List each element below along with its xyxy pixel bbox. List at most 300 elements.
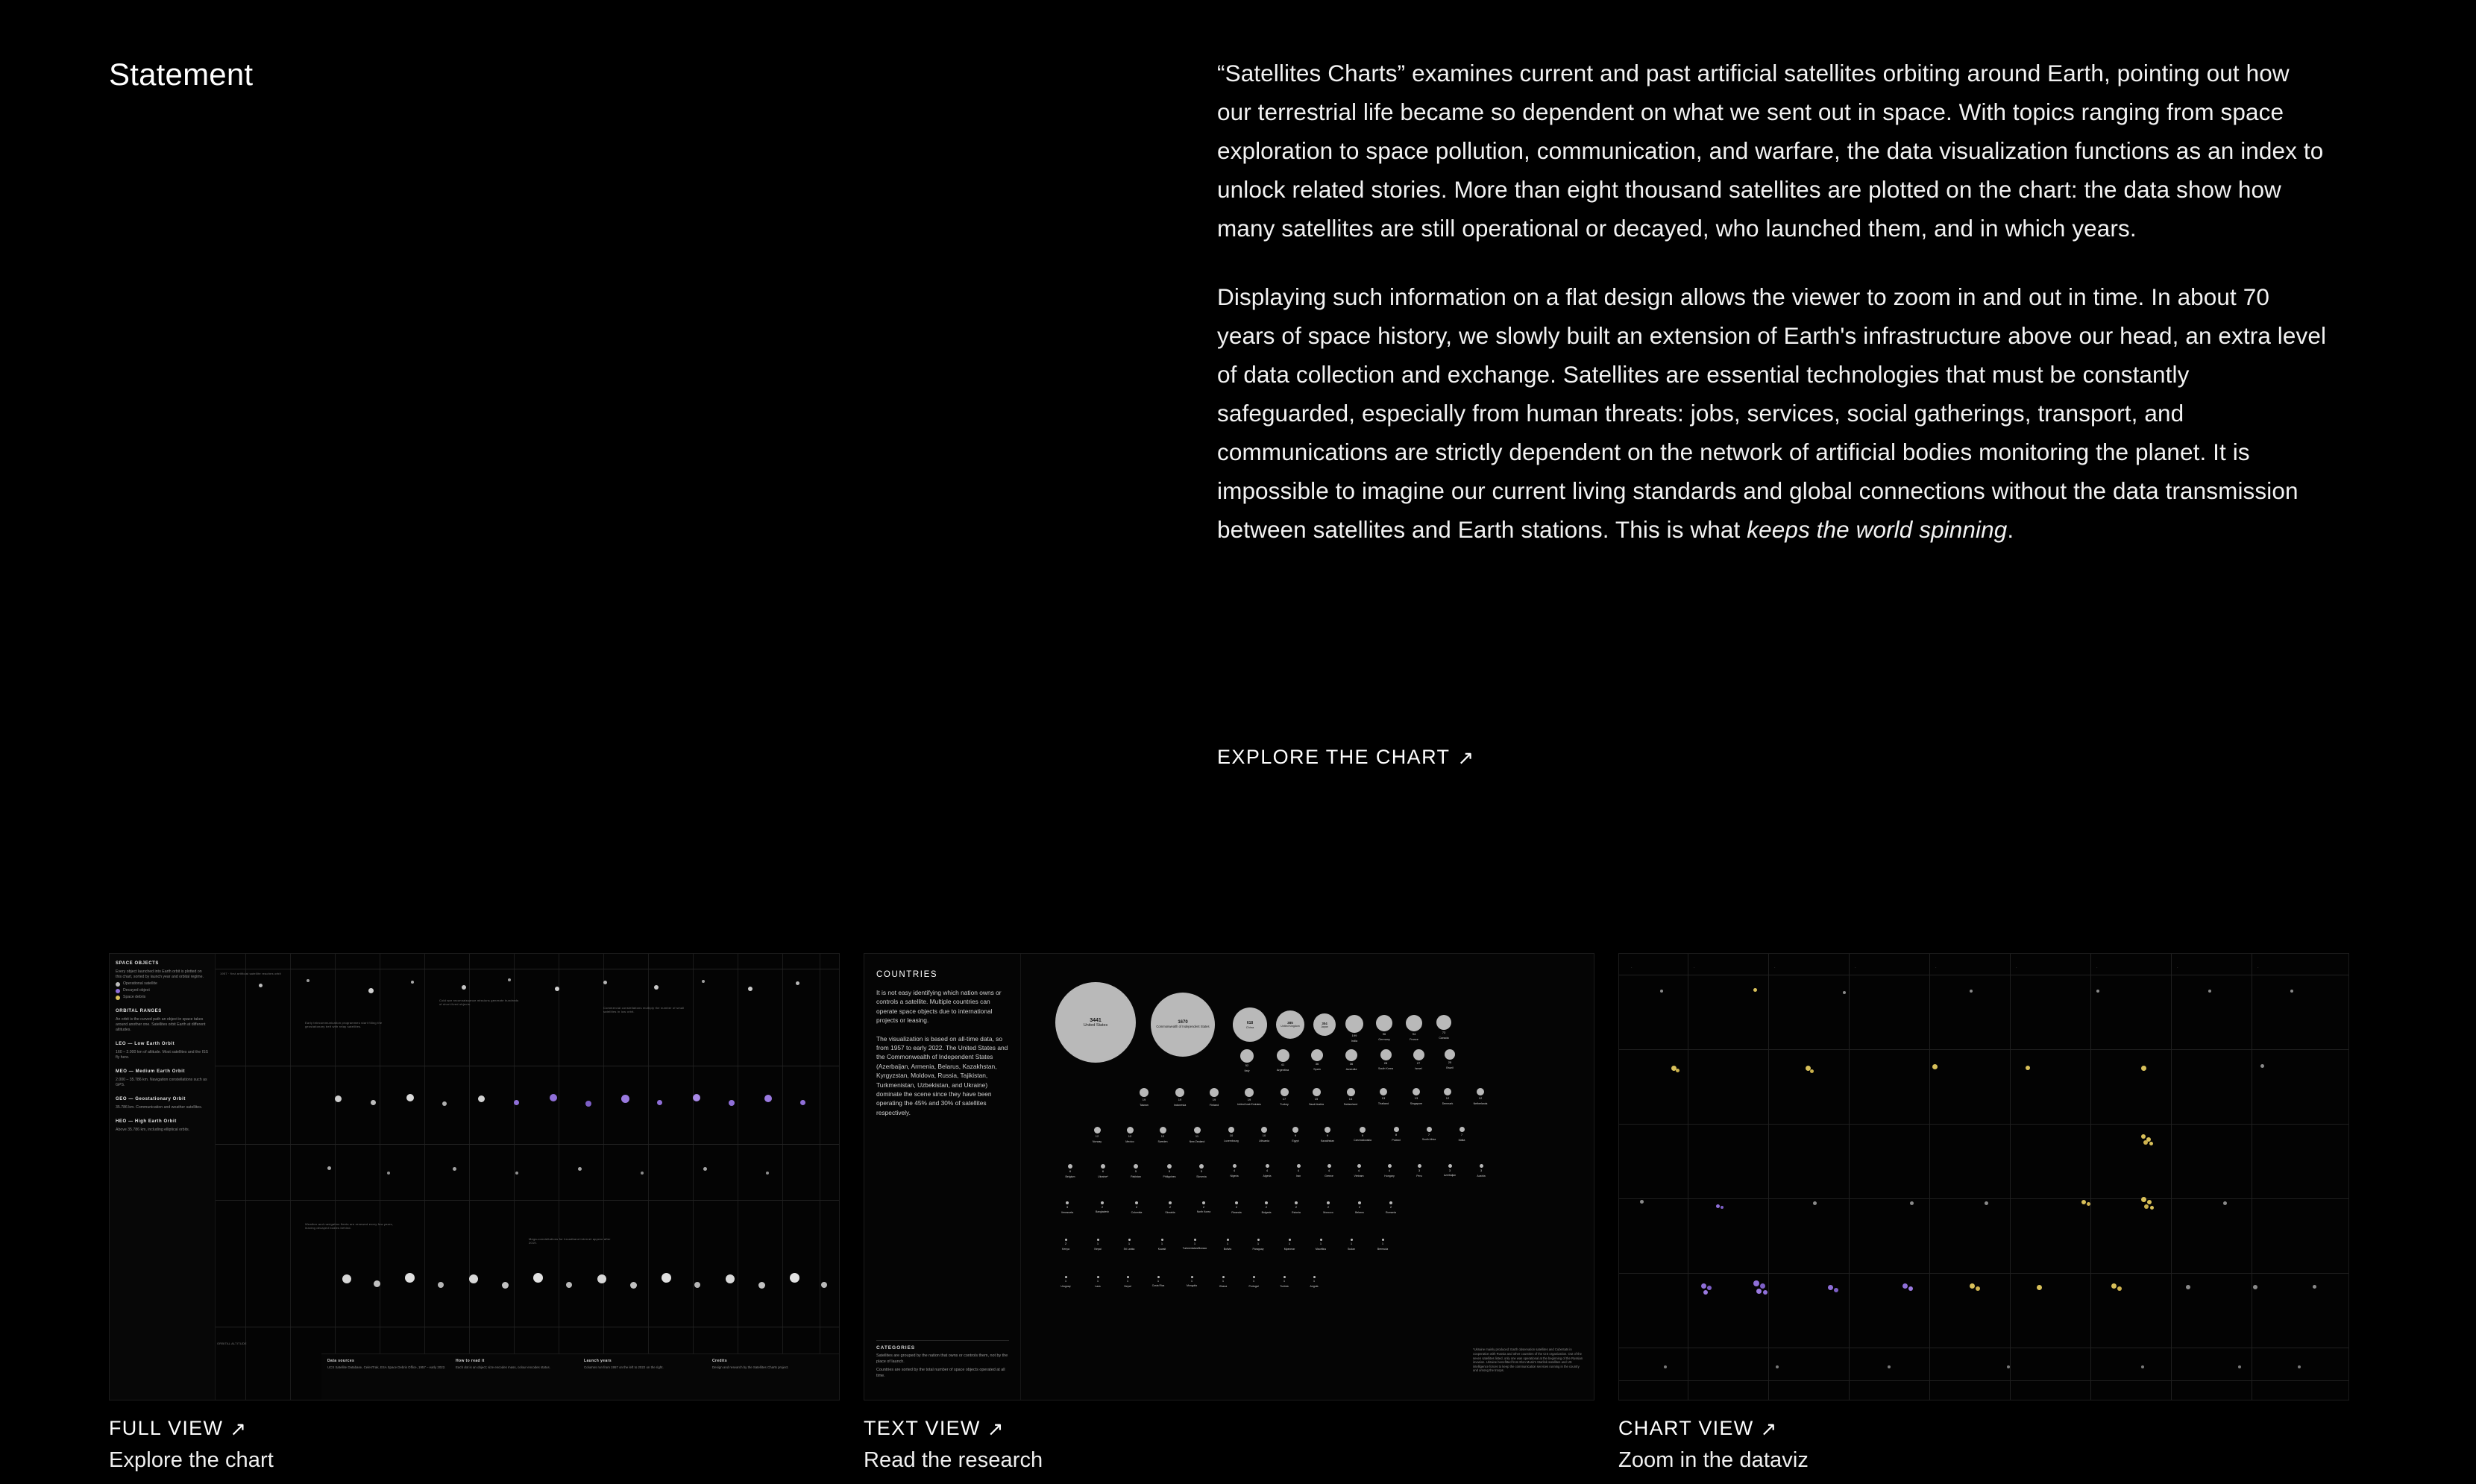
bubble-label: Germany (1378, 1037, 1390, 1041)
bubble-country[interactable] (1151, 1239, 1172, 1251)
bubble-circle (1351, 1239, 1353, 1241)
bubble-label: Denmark (1442, 1101, 1454, 1105)
bubble-circle (1418, 1164, 1421, 1168)
bubble-label: Poland (1392, 1138, 1401, 1142)
bubble-country[interactable] (1386, 1127, 1407, 1142)
bubble-circle (1266, 1164, 1269, 1168)
bubble-value: 13 (1414, 1096, 1418, 1100)
bubble-circle (1097, 1239, 1099, 1241)
chart-view-thumbnail[interactable]: · · · · · · · · · (1618, 953, 2349, 1400)
bubble-country[interactable] (1436, 1164, 1463, 1178)
bubble-value: 19 (1142, 1098, 1146, 1101)
bubble-country[interactable] (1271, 1049, 1295, 1072)
bubble-label: Brazil (1446, 1066, 1454, 1069)
bubble-country[interactable] (1237, 1088, 1262, 1107)
bubble-country[interactable] (1242, 1276, 1265, 1288)
bubble-country[interactable] (1286, 1201, 1307, 1214)
bubble-country[interactable] (1168, 1088, 1192, 1107)
bubble-country[interactable] (1190, 1201, 1217, 1214)
countries-bubble-chart (1025, 961, 1589, 1395)
bubble-country[interactable] (1217, 1239, 1238, 1251)
bubble-label: Switzerland (1343, 1102, 1358, 1106)
legend-swatch-decayed (116, 988, 209, 993)
bubble-country[interactable] (1274, 1088, 1295, 1106)
bubble-country[interactable] (1256, 1164, 1278, 1178)
bubble-label: France (1410, 1037, 1418, 1041)
bubble-value: 2 (1358, 1205, 1361, 1209)
bubble-country[interactable] (1338, 1088, 1363, 1106)
bubble-value: 5 (1134, 1169, 1137, 1173)
bubble-label: Kuwait (1157, 1247, 1166, 1251)
bubble-country[interactable] (1150, 993, 1216, 1057)
bubble-circle (1169, 1201, 1172, 1204)
bubble-label: United Arab Emirates (1237, 1102, 1262, 1106)
poster-footer-sources-heading: Data sources (327, 1359, 355, 1363)
bubble-value: 1 (1226, 1242, 1229, 1245)
bubble-country[interactable] (1341, 1239, 1362, 1251)
bubble-circle (1382, 1239, 1384, 1241)
bubble-value: 1 (1319, 1242, 1322, 1245)
bubble-country[interactable] (1339, 1049, 1363, 1071)
bubble-country[interactable] (1275, 1010, 1305, 1039)
bubble-label: Nepal (1094, 1247, 1102, 1251)
bubble-label: Uruguay (1061, 1284, 1071, 1288)
bubble-value: 1 (1096, 1242, 1099, 1245)
poster-footer-howto (456, 1359, 576, 1395)
bubble-country[interactable] (1055, 982, 1137, 1063)
bubble-circle (1311, 1049, 1323, 1061)
bubble-country[interactable] (1317, 1201, 1339, 1214)
bubble-circle (1094, 1127, 1101, 1134)
bubble-country[interactable] (1151, 1127, 1174, 1143)
full-view-thumbnail[interactable] (109, 953, 840, 1400)
bubble-circle (1194, 1239, 1196, 1241)
bubble-label: Morocco (1323, 1210, 1333, 1214)
bubble-country[interactable] (1344, 1015, 1365, 1043)
bubble-label: Finland (1209, 1103, 1219, 1107)
bubble-circle (1413, 1049, 1424, 1060)
bubble-value: 385 (1287, 1021, 1293, 1025)
bubble-circle (1277, 1049, 1289, 1062)
card-full-view[interactable] (109, 953, 840, 1473)
bubble-country[interactable] (1436, 1088, 1459, 1105)
bubble-country[interactable] (1092, 1164, 1114, 1178)
bubble-circle (1227, 1239, 1229, 1241)
bubble-value: 9 (1294, 1134, 1297, 1137)
bubble-value: 4 (1357, 1169, 1360, 1172)
bubble-label: Turkey (1280, 1102, 1289, 1106)
arrow-up-right-icon: ↗ (987, 1417, 1005, 1440)
poster-footer-howto-heading: How to read it (456, 1359, 485, 1363)
bubble-circle (1313, 1088, 1321, 1096)
bubble-value: 7 (1460, 1133, 1463, 1136)
bubble-country[interactable] (1237, 1049, 1257, 1072)
bubble-country[interactable] (1125, 1164, 1147, 1178)
bubble-value: 1 (1157, 1279, 1160, 1283)
bubble-country[interactable] (1157, 1164, 1181, 1178)
bubble-value: 1 (1126, 1279, 1129, 1283)
bubble-country[interactable] (1415, 1127, 1442, 1142)
bubble-country[interactable] (1468, 1088, 1493, 1105)
bubble-label: Philippines (1163, 1175, 1176, 1178)
bubble-circle (1380, 1088, 1387, 1095)
bubble-country[interactable] (1372, 1088, 1395, 1105)
poster-footer-sources (327, 1359, 448, 1395)
bubble-country[interactable] (1348, 1201, 1371, 1214)
bubble-circle (1313, 1276, 1316, 1278)
bubble-country[interactable] (1159, 1201, 1181, 1214)
bubble-value: 25 (1448, 1060, 1452, 1064)
bubble-label: Slovenia (1196, 1175, 1207, 1178)
bubble-value: 41 (1281, 1063, 1285, 1066)
card-full-view-link[interactable] (109, 1417, 247, 1440)
bubble-country[interactable] (1313, 1013, 1336, 1036)
poster-footer-howto-text: Each dot is an object; size encodes mass, colour encodes status. (456, 1365, 550, 1369)
bubble-country[interactable] (1055, 1239, 1077, 1251)
bubble-country[interactable] (1410, 1164, 1429, 1178)
bubble-value: 52 (1245, 1063, 1249, 1067)
bubble-circle (1413, 1088, 1420, 1095)
bubble-circle (1127, 1276, 1129, 1278)
bubble-circle (1358, 1201, 1361, 1204)
bubble-label: Czechoslovakia (1354, 1138, 1371, 1142)
poster-plot-area: 1957 · first artificial satellite reaches orbit Early telecommunication programmes start filling the geostationary belt with relay satellites. Cold war reconnaissance missions generate hundreds of short-lived objects. Commercial constellations multiply the number of small satellites in low orbit. Weather and navigation fleets are renewed every few years, leaving decayed bodies behind. Mega-constellations for broadband internet appear after 2019. ORBITAL ALTITUDE Data sources UCS Satellite Database, CelesTrak, ESA Space Debris Office, 1957 – early 2022. How to read it Each dot is an object; size encodes mass, colour encodes status. Launch years Columns run from 1957 on the left to 2022 on the right. Credits Design and research by the Satellites Charts project. (216, 954, 839, 1400)
bubble-value: 2 (1295, 1205, 1298, 1209)
bubble-value: 2 (1169, 1205, 1172, 1209)
bubble-country[interactable] (1086, 1127, 1108, 1143)
bubble-circle (1283, 1276, 1286, 1278)
bubble-circle (1233, 1164, 1237, 1168)
legend-range-heo-heading: HEO — High Earth Orbit (116, 1119, 177, 1124)
bubble-value: 2 (1389, 1205, 1392, 1209)
bubble-country[interactable] (1119, 1127, 1141, 1143)
bubble-circle (1289, 1239, 1291, 1241)
bubble-circle (1327, 1164, 1331, 1168)
bubble-circle (1128, 1239, 1131, 1241)
poster-footer-years (584, 1359, 705, 1395)
bubble-label: Mauritius (1315, 1247, 1327, 1251)
bubble-circle (1240, 1049, 1254, 1063)
bubble-country[interactable] (1307, 1049, 1327, 1071)
bubble-country[interactable] (1055, 1201, 1080, 1214)
bubble-country[interactable] (1380, 1201, 1402, 1214)
statement-paragraph-2 (1217, 277, 2328, 549)
bubble-country[interactable] (1278, 1239, 1301, 1251)
bubble-value: 11 (1195, 1134, 1199, 1138)
bubble-country[interactable] (1232, 1007, 1268, 1042)
bubble-country[interactable] (1117, 1239, 1141, 1251)
bubble-circle (1065, 1276, 1067, 1278)
poster-footer-credits-text: Design and research by the Satellites Charts project. (712, 1365, 789, 1369)
bubble-value: 3 (1066, 1205, 1069, 1209)
bubble-country[interactable] (1404, 1015, 1424, 1041)
bubble-label: Peru (1416, 1174, 1422, 1178)
bubble-circle (1313, 1013, 1336, 1036)
arrow-up-right-icon: ↗ (1760, 1417, 1778, 1440)
bubble-value: 7 (1427, 1133, 1430, 1136)
bubble-country[interactable] (1433, 1015, 1454, 1040)
bubble-value: 1670 (1178, 1020, 1188, 1025)
bubble-value: 28 (1383, 1061, 1388, 1065)
legend-range-heo (116, 1119, 209, 1133)
bubble-label: United Kingdom (1281, 1025, 1300, 1028)
bubble-label: Colombia (1131, 1210, 1143, 1214)
card-text-view[interactable] (864, 953, 1594, 1473)
poster-footer-sources-text: UCS Satellite Database, CelesTrak, ESA Space Debris Office, 1957 – early 2022. (327, 1365, 446, 1369)
bubble-label: Rwanda (1231, 1210, 1242, 1214)
bubble-country[interactable] (1471, 1164, 1492, 1178)
bubble-country[interactable] (1256, 1201, 1277, 1214)
bubble-country[interactable] (1180, 1276, 1204, 1288)
bubble-country[interactable] (1405, 1088, 1427, 1105)
bubble-circle (1101, 1164, 1105, 1169)
arrow-up-right-icon: ↗ (1457, 746, 1475, 769)
bubble-label: Paraguay (1252, 1247, 1264, 1251)
bubble-country[interactable] (1289, 1164, 1308, 1178)
bubble-country[interactable] (1134, 1088, 1154, 1107)
bubble-country[interactable] (1305, 1088, 1327, 1106)
bubble-circle (1222, 1276, 1225, 1278)
bubble-label: Lithuania (1258, 1139, 1270, 1142)
countries-paragraph-2: The visualization is based on all-time data, so from 1957 to early 2022. The United States and the Commonwealth of Independent States (Azerbaijan, Armenia, Belarus, Kazakhstan, Kyrgyzstan, Moldova, Russia, Tajikistan, Turkmenistan, Uzbekistan, and Ukraine) dominate the scene since they have been operating the 45% and 30% of satellites respectively. (876, 1034, 1008, 1116)
bubble-label: Greece (1325, 1174, 1333, 1178)
bubble-label: Indonesia (1173, 1103, 1187, 1107)
view-cards (109, 953, 2367, 1473)
bubble-value: 1 (1252, 1279, 1255, 1283)
bubble-country[interactable] (1374, 1049, 1398, 1070)
bubble-circle (1345, 1049, 1357, 1061)
bubble-label: Saudi Arabia (1309, 1102, 1324, 1106)
bubble-country[interactable] (1223, 1164, 1245, 1178)
bubble-country[interactable] (1253, 1127, 1275, 1142)
bubble-circle (1135, 1201, 1138, 1204)
bubble-value: 12 (1095, 1134, 1099, 1138)
poster-footer-years-heading: Launch years (584, 1359, 612, 1363)
bubble-circle (1261, 1127, 1267, 1133)
bubble-circle (1477, 1088, 1484, 1095)
legend-range-leo-text: 160 – 2.000 km of altitude. Most satellites and the ISS fly here. (116, 1050, 208, 1060)
bubble-country[interactable] (1304, 1276, 1325, 1288)
bubble-country[interactable] (1274, 1276, 1295, 1288)
bubble-circle (1295, 1201, 1298, 1204)
bubble-value: 1 (1064, 1279, 1067, 1283)
bubble-circle (1151, 993, 1215, 1057)
bubble-circle (1345, 1015, 1363, 1033)
bubble-label: Estonia (1292, 1210, 1301, 1214)
bubble-value: 12 (1128, 1134, 1132, 1138)
bubble-country[interactable] (1055, 1276, 1077, 1288)
bubble-label: Algeria (1263, 1174, 1272, 1178)
bubble-value: 1 (1350, 1242, 1353, 1245)
bubble-circle (1101, 1201, 1104, 1204)
bubble-label: Slovakia (1165, 1210, 1175, 1214)
bubble-country[interactable] (1316, 1127, 1339, 1142)
text-view-thumbnail[interactable] (864, 953, 1594, 1400)
bubble-value: 618 (1246, 1020, 1254, 1025)
bubble-circle (1376, 1015, 1392, 1031)
bubble-country[interactable] (1087, 1239, 1108, 1251)
bubble-country[interactable] (1184, 1127, 1210, 1143)
bubble-country[interactable] (1059, 1164, 1081, 1178)
bubble-label: Myanmar (1283, 1247, 1295, 1251)
legend-swatch-decayed-label: Decayed object (123, 988, 150, 993)
bubble-value: 1 (1190, 1279, 1193, 1283)
bubble-country[interactable] (1439, 1049, 1460, 1069)
bubble-value: 2 (1135, 1205, 1138, 1209)
bubble-label: Thailand (1377, 1101, 1389, 1105)
bubble-country[interactable] (1319, 1164, 1339, 1178)
bubble-value: 96 (1382, 1032, 1386, 1036)
bubble-label: Belarus (1355, 1210, 1364, 1214)
bubble-circle (1097, 1276, 1099, 1278)
bubble-value: 3441 (1090, 1017, 1102, 1023)
bubble-circle (1327, 1201, 1330, 1204)
poster-footer (321, 1353, 839, 1400)
bubble-label: Bermuda (1377, 1247, 1389, 1251)
bubble-value: 19 (1212, 1098, 1216, 1101)
bubble-value: 1 (1128, 1242, 1131, 1245)
poster-footer-years-text: Columns run from 1957 on the left to 2022 on the right. (584, 1365, 664, 1369)
bubble-circle (1325, 1127, 1330, 1133)
bubble-value: 8 (1395, 1133, 1398, 1136)
bubble-circle (1394, 1127, 1399, 1132)
bubble-country[interactable] (1286, 1127, 1305, 1142)
bubble-country[interactable] (1089, 1201, 1116, 1214)
bubble-circle (1265, 1201, 1268, 1204)
statement-paragraph-2-lead: Displaying such information on a flat design allows the viewer to zoom in and out in time. In about 70 years of space history, we slowly built an extension of Earth's infrastructure above our head, an extra level of data collection and exchange. Satellites are essential technologies that must be constantly safeguarded, especially from human threats: jobs, services, social gatherings, transport, and communications are strictly dependent on the network of artificial bodies monitoring the planet. It is impossible to imagine our current living standards and global connections without the data transmission between satellites and Earth stations. This is what (1217, 283, 2327, 543)
bubble-label: Sweden (1157, 1139, 1168, 1143)
bubble-label: North Korea (1196, 1210, 1211, 1213)
card-text-view-subtitle: Read the research (864, 1448, 1043, 1472)
bubble-value: 19 (1247, 1098, 1251, 1101)
bubble-value: 1 (1288, 1242, 1291, 1245)
dot-yellow-icon (116, 996, 120, 1000)
bubble-country[interactable] (1219, 1127, 1244, 1142)
bubble-circle (1199, 1164, 1204, 1169)
bubble-label: Luxembourg (1224, 1139, 1239, 1142)
bubble-circle (1347, 1088, 1355, 1096)
bubble-country[interactable] (1371, 1239, 1395, 1251)
legend-space-objects-text: Every object launched into Earth orbit is plotted on this chart, sorted by launch year and orbital regime. (116, 969, 204, 979)
bubble-value: 1 (1160, 1242, 1163, 1245)
legend-range-geo (116, 1097, 209, 1110)
legend-orbital-ranges-heading: ORBITAL RANGES (116, 1009, 162, 1013)
bubble-value: 1 (1381, 1242, 1384, 1245)
bubble-country[interactable] (1087, 1276, 1108, 1288)
bubble-label: Commonwealth of Independent States (1156, 1025, 1210, 1029)
bubble-label: Australia (1345, 1067, 1357, 1071)
legend-space-objects (116, 961, 209, 1000)
poster-legend-column (110, 954, 216, 1400)
bubble-country[interactable] (1226, 1201, 1247, 1214)
bubble-country[interactable] (1374, 1015, 1395, 1041)
bubble-country[interactable] (1125, 1201, 1149, 1214)
bubble-label: Pakistan (1131, 1175, 1141, 1178)
bubble-value: 304 (1322, 1021, 1327, 1025)
bubble-circle (1281, 1088, 1289, 1096)
bubble-value: 12 (1478, 1096, 1483, 1100)
bubble-value: 2 (1101, 1205, 1104, 1209)
countries-panel (864, 954, 1021, 1400)
bubble-country[interactable] (1146, 1276, 1171, 1288)
bubble-value: 1 (1193, 1242, 1196, 1245)
bubble-country[interactable] (1190, 1164, 1213, 1178)
bubble-label: Bulgaria (1261, 1210, 1272, 1214)
bubble-circle (1191, 1276, 1193, 1278)
bubble-circle (1127, 1127, 1134, 1134)
bubble-label: Taiwan (1140, 1103, 1149, 1107)
bubble-value: 9 (1361, 1134, 1364, 1137)
bubble-country[interactable] (1408, 1049, 1429, 1070)
bubble-circle (1388, 1164, 1392, 1168)
bubble-country[interactable] (1378, 1164, 1401, 1178)
card-text-view-link[interactable] (864, 1417, 1005, 1440)
bubble-country[interactable] (1204, 1088, 1225, 1107)
dot-grey-icon (116, 982, 120, 987)
legend-range-geo-heading: GEO — Geostationary Orbit (116, 1097, 186, 1101)
bubble-label: Mongolia (1187, 1283, 1197, 1287)
bubble-country[interactable] (1348, 1164, 1369, 1178)
bubble-value: 2 (1327, 1205, 1330, 1209)
statement-text (1217, 54, 2328, 549)
bubble-value: 27 (1416, 1061, 1421, 1065)
bubble-label: United States (1083, 1022, 1108, 1028)
bubble-label: Mexico (1125, 1139, 1134, 1143)
bubble-value: 4 (1233, 1169, 1236, 1172)
card-chart-view[interactable] (1618, 953, 2349, 1473)
explore-the-chart-link[interactable] (1217, 746, 1475, 769)
bubble-country[interactable] (1117, 1276, 1138, 1288)
bubble-label: Turkmenistan/Monaco (1182, 1246, 1207, 1250)
bubble-value: 2 (1064, 1242, 1067, 1245)
bubble-country[interactable] (1180, 1239, 1210, 1250)
bubble-circle (1406, 1015, 1422, 1031)
bubble-value: 4 (1327, 1169, 1330, 1172)
bubble-value: 2 (1235, 1205, 1238, 1209)
bubble-circle (1055, 982, 1136, 1063)
bubble-circle (1235, 1201, 1238, 1204)
bubble-value: 1 (1096, 1279, 1099, 1283)
bubble-circle (1292, 1127, 1298, 1133)
bubble-value: 36 (1349, 1062, 1354, 1066)
bubble-country[interactable] (1310, 1239, 1332, 1251)
bubble-circle (1065, 1239, 1067, 1241)
bubble-circle (1167, 1164, 1172, 1169)
bubble-value: 94 (1412, 1032, 1416, 1036)
countries-paragraph-1: It is not easy identifying which nation owns or controls a satellite. Multiple countries can operate space objects due to international projects or leasing. (876, 989, 1002, 1025)
legend-range-meo-text: 2.000 – 35.786 km. Navigation constellations such as GPS. (116, 1078, 207, 1087)
bubble-country[interactable] (1213, 1276, 1234, 1288)
bubble-value: 4 (1266, 1169, 1269, 1172)
bubble-label: Japan (1321, 1025, 1328, 1028)
bubble-country[interactable] (1348, 1127, 1377, 1142)
bubble-label: Portugal (1248, 1284, 1259, 1288)
card-chart-view-link[interactable] (1618, 1417, 1778, 1440)
bubble-circle (1157, 1276, 1160, 1278)
card-text-view-label: TEXT VIEW (864, 1417, 981, 1439)
bubble-value: 73 (1442, 1031, 1446, 1034)
statement-paragraph-1: “Satellites Charts” examines current and past artificial satellites orbiting around Earth, pointing out how our terrestrial life became so dependent on what we sent out in space. With topics ranging from space exploration to space pollution, communication, and warfare, the data visualization functions as an index to unlock related stories. More than eight thousand satellites are plotted on the chart: the data show how many satellites are still operational or decayed, who launched them, and in which years. (1217, 60, 2324, 242)
bubble-label: Iran (1295, 1174, 1301, 1178)
bubble-circle (1245, 1088, 1254, 1097)
page-title: Statement (109, 57, 254, 92)
bubble-country[interactable] (1247, 1239, 1269, 1251)
bubble-label: Kazakhstan (1320, 1139, 1335, 1142)
bubble-circle (1160, 1127, 1166, 1134)
bubble-circle (1389, 1201, 1392, 1204)
bubble-country[interactable] (1451, 1127, 1472, 1142)
bubble-circle (1210, 1088, 1219, 1097)
